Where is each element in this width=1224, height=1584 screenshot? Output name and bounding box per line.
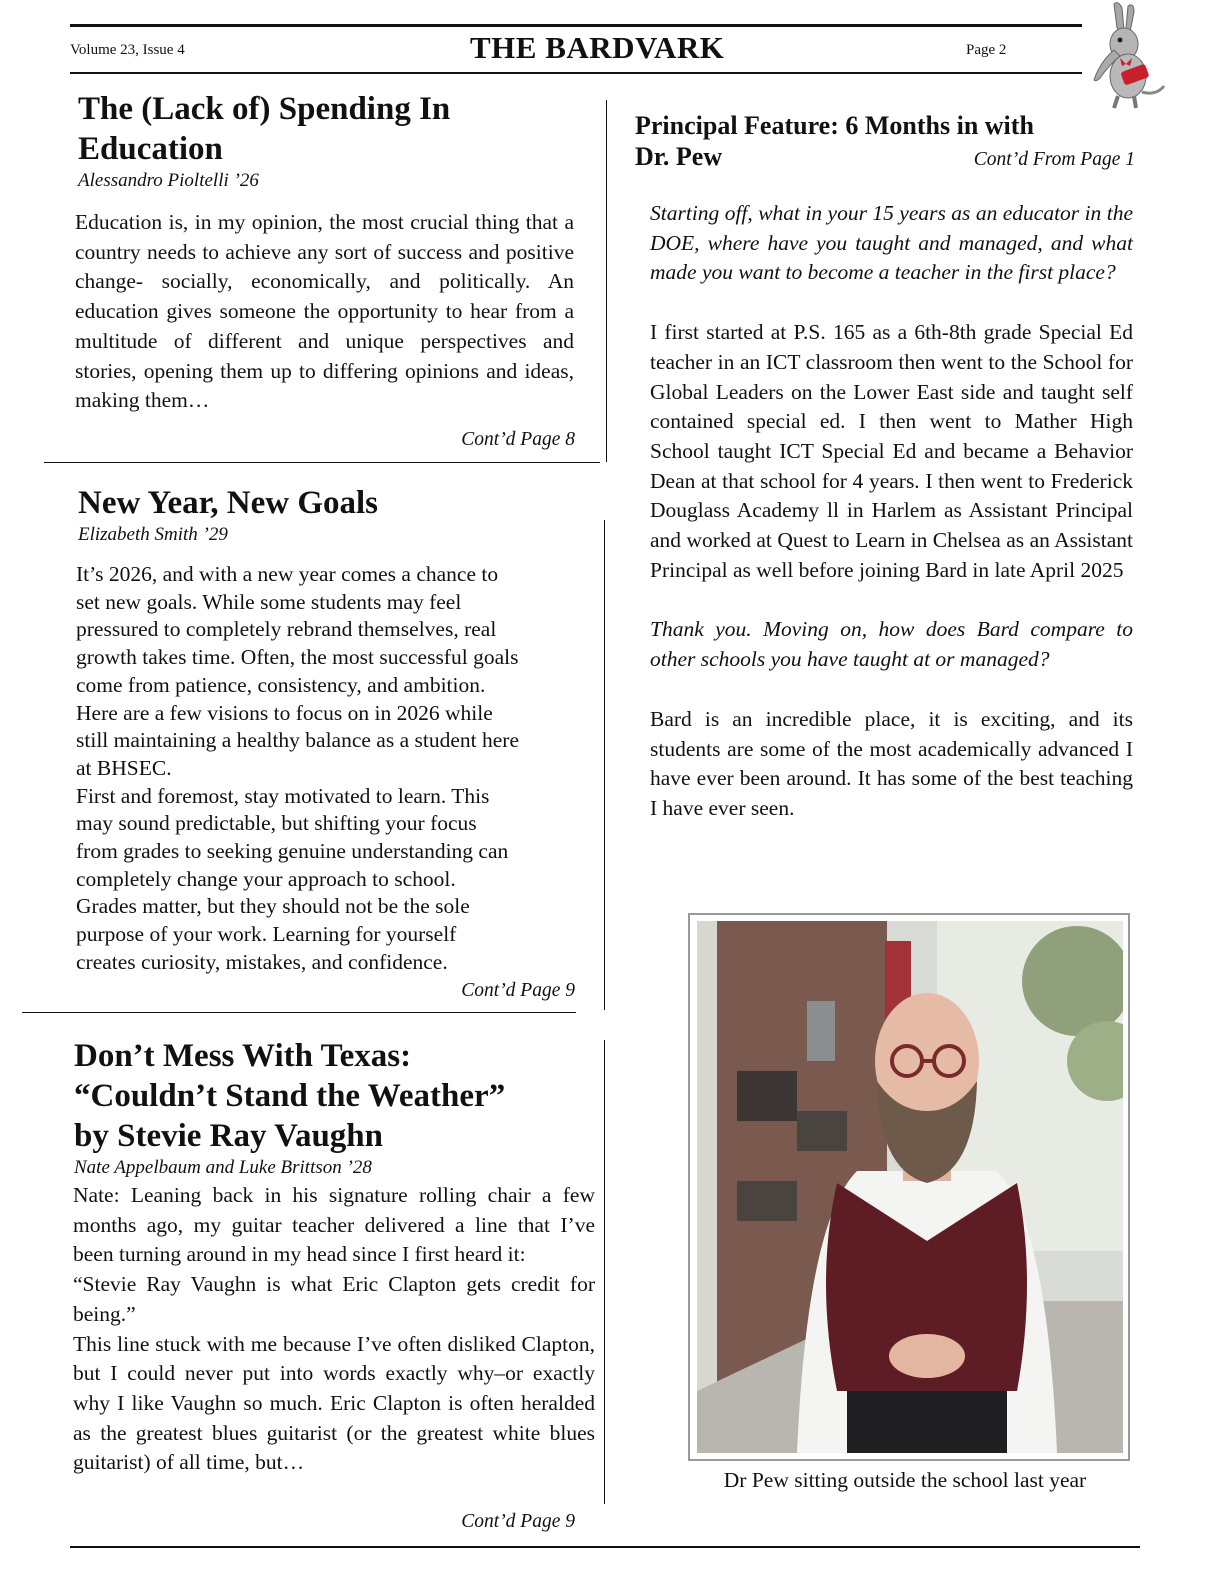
feature-header xyxy=(635,110,1135,172)
body-line: purpose of your work. Learning for yourself xyxy=(76,922,457,947)
column-divider xyxy=(604,1040,605,1504)
article-new-year xyxy=(78,484,598,546)
body-line: creates curiosity, mistakes, and confidence. xyxy=(76,949,448,974)
article-title: “Couldn’t Stand the Weather” xyxy=(74,1077,506,1114)
page-bottom-rule xyxy=(70,1546,1140,1548)
column-divider xyxy=(606,100,607,462)
body-line: may sound predictable, but shifting your focus xyxy=(76,811,477,836)
body-line: It’s 2026, and with a new year comes a chance to xyxy=(76,562,499,586)
interview-answer: I first started at P.S. 165 as a 6th-8th grade Special Ed teacher in an ICT classroom then went to the School for Global Leaders on the Lower East side and taught self contained special ed. I then went to Mather High School taught ICT Special Ed and became a Behavior Dean at that school for 4 years. I then went to Frederick Douglass Academy ll in Harlem as Assistant Principal and worked at Quest to Learn in Chelsea as an Assistant Principal as well before joining Bard in late April 2025 xyxy=(650,320,1133,582)
article-texas xyxy=(74,1037,604,1179)
body-line: completely change your approach to school. xyxy=(76,866,456,891)
article-byline: Alessandro Pioltelli ’26 xyxy=(78,169,259,191)
interview-answer: Bard is an incredible place, it is exciting, and its students are some of the most academically advanced I have ever been around. It has some of the best teaching I have ever seen. xyxy=(650,706,1133,820)
body-line: at BHSEC. xyxy=(76,755,172,780)
body-paragraph: This line stuck with me because I’ve often disliked Clapton, but I could never put into words exactly why–or exactly why I like Vaughn so much. Eric Clapton is often heralded as the greatest blues guitarist (or the greatest white blues guitarist) of all time, but… xyxy=(73,1331,595,1475)
continued-from-link[interactable]: Cont’d From Page 1 xyxy=(973,149,1135,170)
article-title: Don’t Mess With Texas: xyxy=(74,1038,412,1074)
photo-caption: Dr Pew sitting outside the school last year xyxy=(723,1468,1087,1492)
body-line: from grades to seeking genuine understanding can xyxy=(76,839,509,864)
article-separator xyxy=(44,462,600,463)
volume-issue: Volume 23, Issue 4 xyxy=(70,42,185,58)
body-paragraph: “Stevie Ray Vaughn is what Eric Clapton gets credit for being.” xyxy=(73,1272,595,1326)
body-paragraph: Nate: Leaning back in his signature rolling chair a few months ago, my guitar teacher delivered a line that I’ve been turning around in my head since I first heard it: xyxy=(73,1183,595,1267)
newspaper-title: THE BARDVARK xyxy=(470,30,725,65)
body-line: First and foremost, stay motivated to learn. This xyxy=(76,783,490,808)
article-byline: Nate Appelbaum and Luke Brittson ’28 xyxy=(74,1156,372,1178)
article-title: New Year, New Goals xyxy=(78,485,379,521)
body-line: growth takes time. Often, the most successful goals xyxy=(76,645,519,670)
interview-body xyxy=(650,199,1133,824)
masthead-top-rule xyxy=(70,24,1082,27)
body-line: Grades matter, but they should not be the sole xyxy=(76,894,470,919)
article-title: by Stevie Ray Vaughn xyxy=(74,1117,384,1154)
interview-question: Thank you. Moving on, how does Bard compare to other schools you have taught at or managed? xyxy=(650,617,1133,672)
body-line: still maintaining a healthy balance as a student here xyxy=(76,728,519,753)
article-spending xyxy=(78,90,598,192)
feature-title: Dr. Pew xyxy=(635,142,723,171)
article-separator xyxy=(22,1012,576,1013)
continued-link[interactable]: Cont’d Page 9 xyxy=(461,980,575,1001)
aardvark-mascot-icon xyxy=(1084,0,1168,112)
feature-title: Principal Feature: 6 Months in with xyxy=(635,111,1034,140)
page-number: Page 2 xyxy=(966,42,1007,58)
body-line: set new goals. While some students may feel xyxy=(76,589,462,614)
body-line: pressured to completely rebrand themselves, real xyxy=(76,617,497,642)
continued-link[interactable]: Cont’d Page 8 xyxy=(461,429,575,450)
body-line: Here are a few visions to focus on in 2026 while xyxy=(76,700,493,725)
article-body xyxy=(73,1181,595,1478)
column-divider xyxy=(604,520,605,1010)
body-line: come from patience, consistency, and ambition. xyxy=(76,672,486,697)
article-body: Education is, in my opinion, the most crucial thing that a country needs to achieve any sort of success and positive change- socially, economically, and politically. An education gives someone the opportunity to hear from a multitude of different and unique perspectives and stories, opening them up to differing opinions and ideas, making them… xyxy=(75,210,574,413)
continued-link[interactable]: Cont’d Page 9 xyxy=(461,1511,575,1532)
masthead-bottom-rule xyxy=(70,72,1082,74)
interview-question: Starting off, what in your 15 years as an educator in the DOE, where have you taught and managed, and what made you want to become a teacher in the first place? xyxy=(650,201,1133,285)
article-byline: Elizabeth Smith ’29 xyxy=(78,523,228,545)
principal-photo xyxy=(697,921,1123,1453)
article-body xyxy=(76,561,586,977)
article-title: The (Lack of) Spending In Education xyxy=(78,91,451,167)
